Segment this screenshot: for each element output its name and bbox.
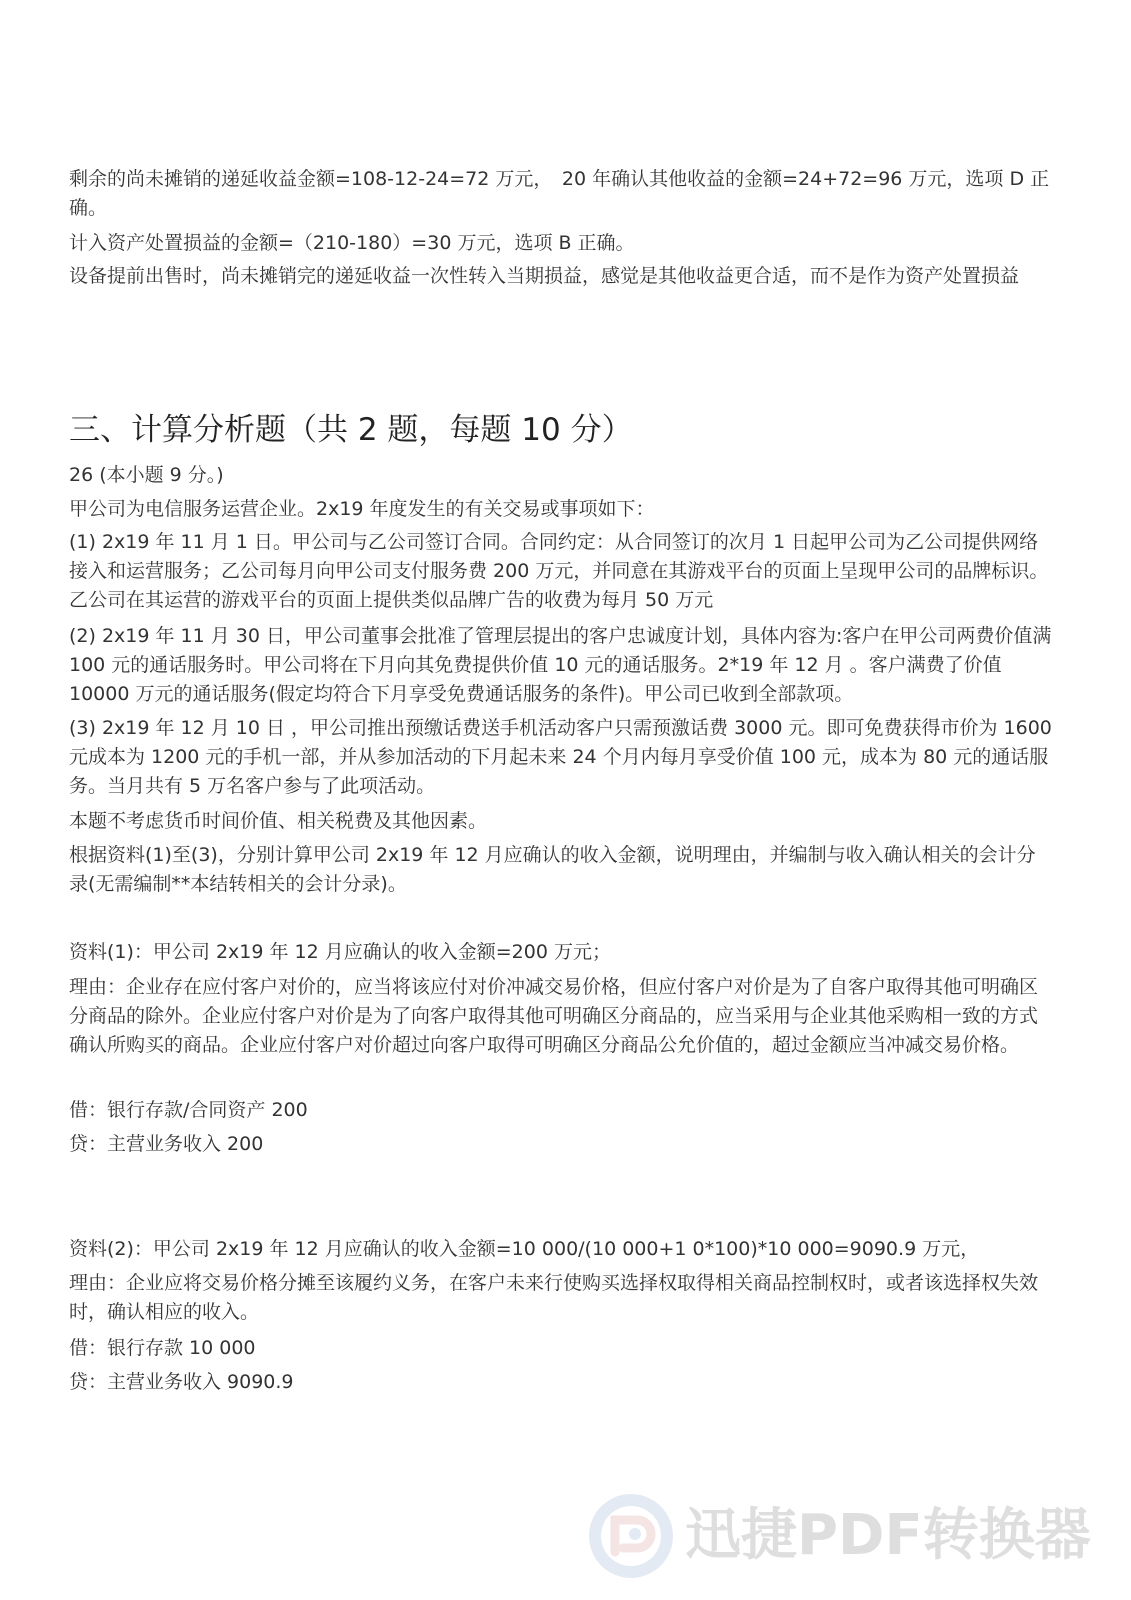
answer-2-credit-entry: 贷：主营业务收入 9090.9 [69,1371,294,1393]
question-number: 26 (本小题 9 分。) [69,464,224,486]
document-page [69,0,1059,1600]
answer-1-amount: 资料(1)：甲公司 2x19 年 12 月应确认的收入金额=200 万元； [69,941,611,963]
question-item-3: (3) 2x19 年 12 月 10 日 ，甲公司推出预缴话费送手机活动客户只需预激话费 3000 元。即可免费获得市价为 1600 元成本为 1200 元的手机一部，并从参加活动的下月起未来 24 个月内每月享受价值 100 元，成本为 80 元的通话服务。当月共有 5 万名客户参与了此项活动。 [69,717,1052,797]
asset-disposal-paragraph: 计入资产处置损益的金额=（210-180）=30 万元，选项 B 正确。 [69,232,635,254]
watermark-text: 迅捷PDF转换器 [685,1503,1091,1568]
deferred-income-paragraph: 剩余的尚未摊销的递延收益金额=108-12-24=72 万元， 20 年确认其他收益的金额=24+72=96 万元，选项 D 正确。 [69,168,1050,219]
question-item-2: (2) 2x19 年 11 月 30 日，甲公司董事会批准了管理层提出的客户忠诚度计划，具体内容为:客户在甲公司两费价值满 100 元的通话服务时。甲公司将在下月向其免费提供价值 10 元的通话服务。2*19 年 12 月 。客户满费了价值 10000 万元的通话服务(假定均符合下月享受免费通话服务的条件)。甲公司已收到全部款项。 [69,625,1052,705]
section-heading: 三、计算分析题（共 2 题，每题 10 分） [69,412,633,448]
comment-paragraph: 设备提前出售时，尚未摊销完的递延收益一次性转入当期损益，感觉是其他收益更合适，而不是作为资产处置损益 [69,265,1020,287]
answer-2-reason: 理由：企业应将交易价格分摊至该履约义务，在客户未来行使购买选择权取得相关商品控制权时，或者该选择权失效时，确认相应的收入。 [69,1272,1039,1323]
answer-1-debit-entry: 借：银行存款/合同资产 200 [69,1099,308,1121]
question-note: 本题不考虑货币时间价值、相关税费及其他因素。 [69,810,488,832]
answer-1-credit-entry: 贷：主营业务收入 200 [69,1133,264,1155]
question-requirement: 根据资料(1)至(3)，分别计算甲公司 2x19 年 12 月应确认的收入金额，说明理由，并编制与收入确认相关的会计分录(无需编制**本结转相关的会计分录)。 [69,844,1036,895]
answer-1-reason: 理由：企业存在应付客户对价的，应当将该应付对价冲减交易价格，但应付客户对价是为了自客户取得其他可明确区分商品的除外。企业应付客户对价是为了向客户取得其他可明确区分商品的，应当采用与企业其他采购相一致的方式确认所购买的商品。企业应付客户对价超过向客户取得可明确区分商品公允价值的，超过金额应当冲减交易价格。 [69,976,1039,1056]
question-item-1: (1) 2x19 年 11 月 1 日。甲公司与乙公司签订合同。合同约定：从合同签订的次月 1 日起甲公司为乙公司提供网络接入和运营服务；乙公司每月向甲公司支付服务费 200 万元，并同意在其游戏平台的页面上呈现甲公司的品牌标识。乙公司在其运营的游戏平台的页面上提供类似品牌广告的收费为每月 50 万元 [69,531,1049,611]
question-intro: 甲公司为电信服务运营企业。2x19 年度发生的有关交易或事项如下： [69,498,655,520]
answer-2-debit-entry: 借：银行存款 10 000 [69,1337,256,1359]
answer-2-amount: 资料(2)：甲公司 2x19 年 12 月应确认的收入金额=10 000/(10 000+1 0*100)*10 000=9090.9 万元， [69,1238,980,1260]
